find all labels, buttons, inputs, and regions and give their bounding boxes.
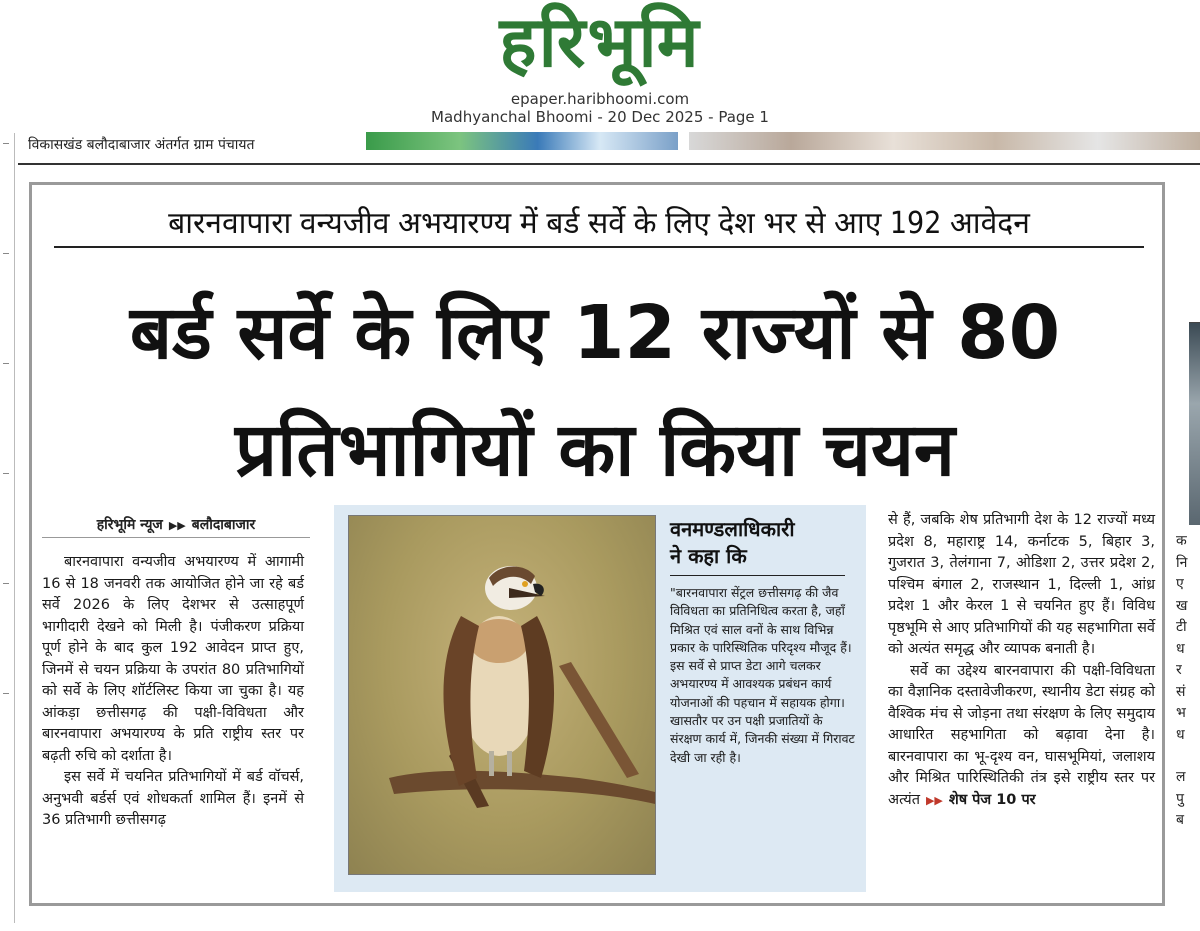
adjacent-column-right [1176,495,1200,925]
paragraph: से हैं, जबकि शेष प्रतिभागी देश के 12 राज्यों मध्य प्रदेश 8, महाराष्ट्र 14, कर्नाटक 5, बिहार 3, गुजरात 3, तेलंगाना 7, ओडिशा 2, उत्तर प्रदेश 2, पश्चिम बंगाल 2, राजस्थान 1, दिल्ली 1, आंध्र प्रदेश 1 और केरल 1 से चयनित हुए हैं। विविध पृष्ठभूमि से आए प्रतिभागियों की यह सहभागिता सर्वे को अत्यंत समृद्ध और व्यापक बनाती है। [888,512,1155,657]
fragment-line: ब [1176,812,1184,828]
fragment-line: ल [1176,769,1186,785]
previous-story-photo [366,132,678,150]
sidebar-title-line-2: ने कहा कि [670,544,747,568]
headline-line-2: प्रतिभागियों का किया चयन [235,407,955,493]
fragment-line: नि [1176,554,1188,571]
section-divider [18,163,1200,165]
headline-line-1: बर्ड सर्वे के लिए 12 राज्यों से 80 [129,290,1061,376]
fragment-line: भ [1176,705,1186,721]
newspaper-logo[interactable]: हरिभूमि [499,1,701,83]
paragraph: बारनवापारा वन्यजीव अभयारण्य में आगामी 16 से 18 जनवरी तक आयोजित होने जा रहे बर्ड सर्वे 2026 के लिए देशभर से उत्साहपूर्ण भागीदारी देखने को मिली है। पंजीकरण प्रक्रिया पूर्ण होने के बाद कुल 192 आवेदन प्राप्त हुए, जिनमें से चयन प्रक्रिया के उपरांत 80 प्रतिभागियों को सर्वे के लिए शॉर्टलिस्ट किया जा चुका है। यह आंकड़ा छत्तीसगढ़ की पक्षी-विविधता और बारनवापारा अभयारण्य के प्रति राष्ट्रीय स्तर पर बढ़ती रुचि को दर्शाता है। [42,554,304,764]
article-column-3 [888,510,1155,811]
byline-source: हरिभूमि न्यूज [96,517,163,533]
previous-story-photo-2 [689,132,1200,150]
fragment-line: पु [1176,790,1184,807]
fragment-line: टी [1176,619,1187,635]
sidebar-title [670,516,850,570]
paragraph-text: सर्वे का उद्देश्य बारनवापारा की पक्षी-विविधता का वैज्ञानिक दस्तावेजीकरण, स्थानीय डेटा संग्रह को वैश्विक मंच से जोड़ना तथा संरक्षण के लिए समुदाय आधारित सहभागिता को बढ़ावा देना है। बारनवापारा का भू-दृश्य वन, घासभूमियां, जलाशय और मिश्रित पारिस्थितिकी तंत्र इसे राष्ट्रीय स्तर पर अत्यंत [888,662,1155,808]
sidebar-title-line-1: वनमण्डलाधिकारी [670,517,795,541]
fragment-line: ख [1176,597,1188,614]
double-arrow-icon: ▶▶ [925,793,943,807]
kicker-underline [54,246,1144,248]
edition-info: Madhyanchal Bhoomi - 20 Dec 2025 - Page 1 [431,108,769,126]
byline [42,515,310,538]
fragment-line: सं [1176,683,1186,700]
previous-story-snippet: विकासखंड बलौदाबाजार अंतर्गत ग्राम पंचायत [28,137,255,153]
sidebar-title-underline [670,575,845,576]
masthead [0,0,1200,130]
paragraph [888,661,1155,812]
bird-illustration [349,516,655,874]
site-url[interactable]: epaper.haribhoomi.com [510,90,690,108]
fragment-line: ए [1176,576,1184,592]
official-quote: "बारनवापारा सेंट्रल छत्तीसगढ़ की जैव विविधता का प्रतिनिधित्व करता है, जहाँ मिश्रित एवं साल वनों के साथ विभिन्न प्रकार के पारिस्थितिक परिदृश्य मौजूद हैं। इस सर्वे से प्राप्त डेटा आगे चलकर अभयारण्य में आवश्यक प्रबंधन कार्य योजनाओं की पहचान में सहायक होगा। खासतौर पर उन पक्षी प्रजातियों के संरक्षण कार्य में, जिनकी संख्या में गिरावट देखी जा रही है। [670,585,855,765]
continued-jump[interactable] [920,792,1036,808]
article-column-1 [42,552,304,832]
fragment-line: क [1176,533,1187,549]
byline-place: बलौदाबाजार [191,517,256,533]
osprey-photo[interactable] [348,515,656,875]
fragment-line: र [1176,662,1182,678]
continued-label: शेष पेज 10 पर [948,791,1036,808]
article-kicker: बारनवापारा वन्यजीव अभयारण्य में बर्ड सर्वे के लिए देश भर से आए 192 आवेदन [168,206,1030,241]
double-arrow-icon: ▶▶ [168,519,186,532]
paragraph: इस सर्वे में चयनित प्रतिभागियों में बर्ड वॉचर्स, अनुभवी बर्डर्स एवं शोधकर्ता शामिल हैं। इनमें से 36 प्रतिभागी छत्तीसगढ़ [42,769,304,828]
fragment-line: ध [1176,640,1185,657]
fragment-line: ध [1176,726,1185,743]
adjacent-column-left [0,133,15,923]
